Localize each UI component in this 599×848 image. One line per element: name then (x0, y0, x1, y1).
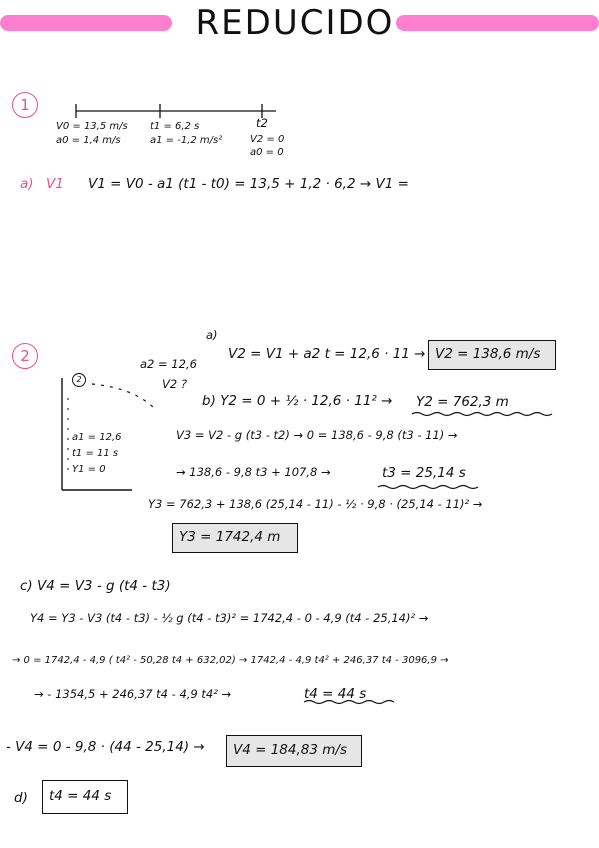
y4-equation: Y4 = Y3 - V3 (t4 - t3) - ½ g (t4 - t3)² = 1742,4 - 0 - 4,9 (t4 - 25,14)² → (30, 611, 429, 625)
timeline-t1: t1 = 6,2 s (150, 121, 200, 132)
section-2-part-b-equation: b) Y2 = 0 + ½ · 12,6 · 11² → (202, 393, 393, 409)
v4-result-box (226, 735, 362, 767)
v4-result: V4 = 184,83 m/s (233, 742, 347, 758)
diagram-t1: t1 = 11 s (72, 448, 119, 459)
v2-result-box (428, 340, 556, 370)
diagram-v2: V2 ? (162, 377, 187, 391)
page-title: REDUCIDO (195, 3, 395, 43)
section-1-part-a-equation: V1 = V0 - a1 (t1 - t0) = 13,5 + 1,2 · 6,2 → V1 = (88, 176, 409, 192)
y3-equation: Y3 = 762,3 + 138,6 (25,14 - 11) - ½ · 9,8 · (25,14 - 11)² → (148, 497, 483, 511)
section-2-number: 2 (12, 343, 38, 369)
quadratic-equation: → - 1354,5 + 246,37 t4 - 4,9 t4² → (34, 687, 232, 701)
section-2-part-a-equation: V2 = V1 + a2 t = 12,6 · 11 → (228, 346, 426, 362)
quadratic-expansion: → 0 = 1742,4 - 4,9 ( t4² - 50,28 t4 + 632,02) → 1742,4 - 4,9 t4² + 246,37 t4 - 3096,9 → (12, 655, 449, 666)
v3-equation: V3 = V2 - g (t3 - t2) → 0 = 138,6 - 9,8 (t3 - 11) → (176, 428, 458, 442)
v4-equation: c) V4 = V3 - g (t4 - t3) (20, 578, 171, 594)
y3-result: Y3 = 1742,4 m (179, 529, 281, 545)
timeline-v0: V0 = 13,5 m/s (56, 121, 128, 132)
diagram-a2: a2 = 12,6 (140, 357, 197, 371)
t3-equation: → 138,6 - 9,8 t3 + 107,8 → (176, 465, 331, 479)
diagram-point-label: 2 (72, 373, 86, 387)
timeline-v2: V2 = 0 (250, 134, 285, 145)
diagram-y1: Y1 = 0 (72, 464, 106, 475)
timeline-a2: a0 = 0 (250, 147, 284, 158)
section-1-part-a-var: V1 (46, 176, 64, 192)
v2-result: V2 = 138,6 m/s (435, 346, 541, 362)
t3-result: t3 = 25,14 s (382, 465, 466, 481)
v4-calculation: - V4 = 0 - 9,8 · (44 - 25,14) → (6, 739, 205, 755)
section-2-part-a-label: a) (206, 328, 218, 342)
timeline-a0: a0 = 1,4 m/s (56, 135, 121, 146)
diagram-a1: a1 = 12,6 (72, 432, 122, 443)
t4-final-box (42, 780, 128, 814)
section-1-number: 1 (12, 92, 38, 118)
t4-result: t4 = 44 s (304, 686, 367, 702)
y3-result-box (172, 523, 298, 553)
y2-result: Y2 = 762,3 m (416, 394, 509, 410)
section-2-part-d-label: d) (14, 790, 28, 806)
timeline-label-t2: t2 (256, 116, 268, 130)
t4-final-result: t4 = 44 s (49, 788, 112, 804)
timeline-a1: a1 = -1,2 m/s² (150, 135, 223, 146)
section-1-part-a-label: a) (20, 176, 34, 192)
